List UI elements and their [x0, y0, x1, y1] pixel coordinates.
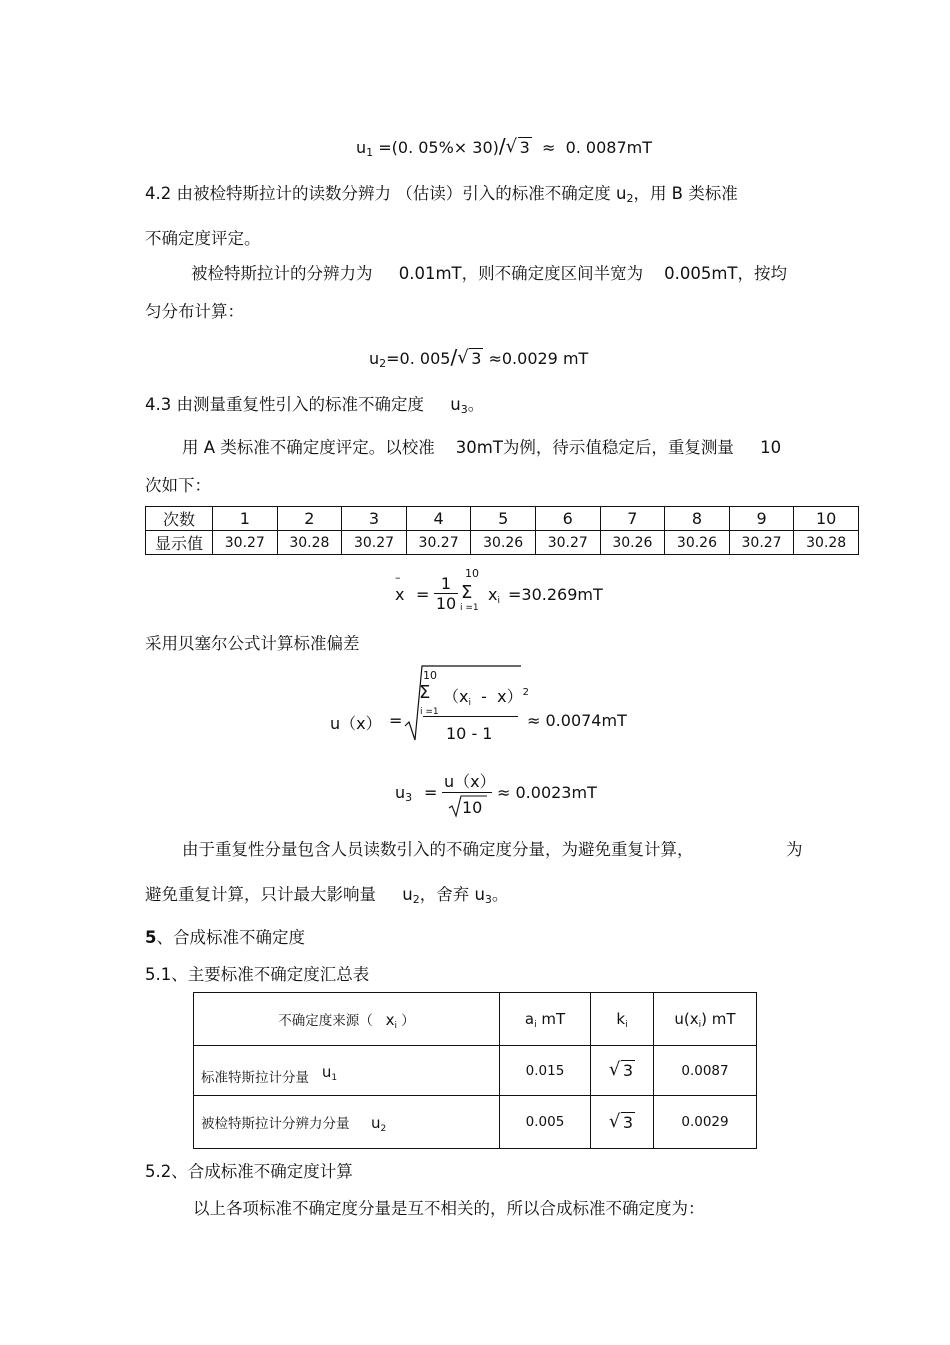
- summary-table: [193, 992, 757, 1149]
- header-cell: 4: [406, 507, 471, 531]
- fraction-line: [423, 716, 518, 717]
- value-cell: 30.27: [213, 531, 278, 555]
- header-cell: 5: [471, 507, 536, 531]
- mean-result: =30.269mT: [508, 585, 603, 604]
- overbar: –: [395, 571, 401, 584]
- ux-lhs: u（x）: [330, 714, 382, 733]
- para-repeat-line1-end: 为: [786, 840, 803, 859]
- section-5-1-heading: 5.1、主要标准不确定度汇总表: [145, 965, 370, 984]
- value-cell: 30.27: [729, 531, 794, 555]
- u3-lhs: u3: [395, 783, 413, 804]
- para-repeat-line1: 由于重复性分量包含人员读数引入的不确定度分量，为避免重复计算，: [182, 840, 694, 859]
- sum-upper: 10: [465, 567, 479, 580]
- section-4-2-p1: 被检特斯拉计的分辨力为 0.01mT，则不确定度区间半宽为 0.005mT，按均: [191, 264, 787, 283]
- header-cell: 8: [665, 507, 730, 531]
- value-cell: 30.26: [665, 531, 730, 555]
- source-cell: 被检特斯拉计分辨力分量 $u_2$: [194, 1096, 500, 1149]
- value-cell: 30.27: [535, 531, 600, 555]
- header-cell: 9: [729, 507, 794, 531]
- header-u: $u(x_i)$ mT: [654, 993, 757, 1046]
- k-cell: [591, 1046, 654, 1096]
- table-row: [146, 531, 859, 555]
- ux-denominator: 10 - 1: [446, 724, 493, 743]
- section-4-3-heading: 4.3 由测量重复性引入的标准不确定度 u3。: [145, 395, 485, 416]
- value-cell: 30.27: [406, 531, 471, 555]
- sigma-symbol: Σ: [419, 682, 431, 703]
- section-4-3-p1: 用 A 类标准不确定度评定。以校准 30mT为例，待示值稳定后，重复测量 10: [182, 438, 782, 457]
- header-cell: 3: [342, 507, 407, 531]
- bessel-text: 采用贝塞尔公式计算标准偏差: [145, 634, 360, 653]
- para-repeat-line2: 避免重复计算，只计最大影响量 u2，舍弃 u3。: [145, 885, 509, 906]
- equals: =: [424, 783, 438, 802]
- value-cell: 30.26: [600, 531, 665, 555]
- source-cell: 标准特斯拉计分量 $u_1$: [194, 1046, 500, 1096]
- equals: =: [389, 711, 403, 730]
- section-4-2-line1: 4.2 由被检特斯拉计的读数分辨力 （估读）引入的标准不确定度 u2，用 B 类标准: [145, 184, 738, 205]
- header-cell: 1: [213, 507, 278, 531]
- header-cell: 次数: [146, 507, 213, 531]
- sum-lower: i =1: [460, 603, 479, 613]
- fraction-line: [442, 792, 492, 793]
- section-5-heading: 5、合成标准不确定度: [145, 928, 305, 947]
- sigma-symbol: Σ: [461, 582, 473, 603]
- sum-upper: 10: [423, 669, 437, 682]
- a-cell: 0.015: [500, 1046, 591, 1096]
- equation-u2: u2=0. 005/ √ 3 ≈0.0029 mT: [369, 345, 589, 370]
- u-cell: 0.0087: [654, 1046, 757, 1096]
- value-cell: 30.28: [794, 531, 859, 555]
- equation-u1: u1 =(0. 05%× 30)/ √ 3 ≈ 0. 0087mT: [356, 134, 653, 159]
- header-cell: 6: [535, 507, 600, 531]
- sqrt-3: √ 3: [505, 136, 530, 157]
- u1-sub: 1: [366, 146, 374, 159]
- header-cell: 2: [277, 507, 342, 531]
- header-cell: 7: [600, 507, 665, 531]
- header-a: $a_i$ mT: [500, 993, 591, 1046]
- header-source: 不确定度来源（ $x_i$ ）: [194, 993, 500, 1046]
- k-cell: [591, 1096, 654, 1149]
- header-cell: 10: [794, 507, 859, 531]
- section-4-3-p1-line2: 次如下：: [145, 476, 211, 495]
- u1-var: u: [356, 138, 367, 157]
- section-5-2-text: 以上各项标准不确定度分量是互不相关的，所以合成标准不确定度为：: [193, 1199, 705, 1218]
- section-4-2-line2: 不确定度评定。: [145, 229, 261, 248]
- sum-lower: i =1: [420, 707, 439, 717]
- value-cell: 30.28: [277, 531, 342, 555]
- section-5-2-heading: 5.2、合成标准不确定度计算: [145, 1162, 353, 1181]
- u1-result: 0. 0087mT: [565, 138, 653, 157]
- u3-numerator: u（x）: [444, 772, 496, 791]
- value-cell: 30.27: [342, 531, 407, 555]
- equals: =: [416, 585, 430, 604]
- xi: xi: [488, 585, 500, 606]
- header-k: $k_i$: [591, 993, 654, 1046]
- a-cell: 0.005: [500, 1096, 591, 1149]
- sqrt-3: √ 3: [608, 1059, 634, 1080]
- section-4-2-p1-line2: 匀分布计算：: [145, 302, 244, 321]
- value-cell: 30.26: [471, 531, 536, 555]
- ux-result: ≈ 0.0074mT: [527, 711, 627, 730]
- approx: ≈: [542, 138, 556, 157]
- table-row: [194, 1096, 757, 1149]
- u1-body: (0. 05%× 30): [391, 138, 499, 157]
- u3-denominator: 10: [462, 798, 483, 817]
- u3-result: ≈ 0.0023mT: [497, 783, 597, 802]
- measurement-table: [145, 506, 859, 555]
- sqrt-3: √ 3: [457, 347, 482, 368]
- equals: =: [378, 138, 392, 157]
- row-label: 显示值: [146, 531, 213, 555]
- u-cell: 0.0029: [654, 1096, 757, 1149]
- table-row: [194, 1046, 757, 1096]
- ux-term: （xi - x）$^2$: [443, 687, 529, 708]
- fraction-1-10: 1 10: [435, 574, 457, 613]
- table-row: [146, 507, 859, 531]
- sqrt-3: √ 3: [608, 1110, 634, 1132]
- x-var: x: [395, 585, 405, 604]
- table-row: [194, 993, 757, 1046]
